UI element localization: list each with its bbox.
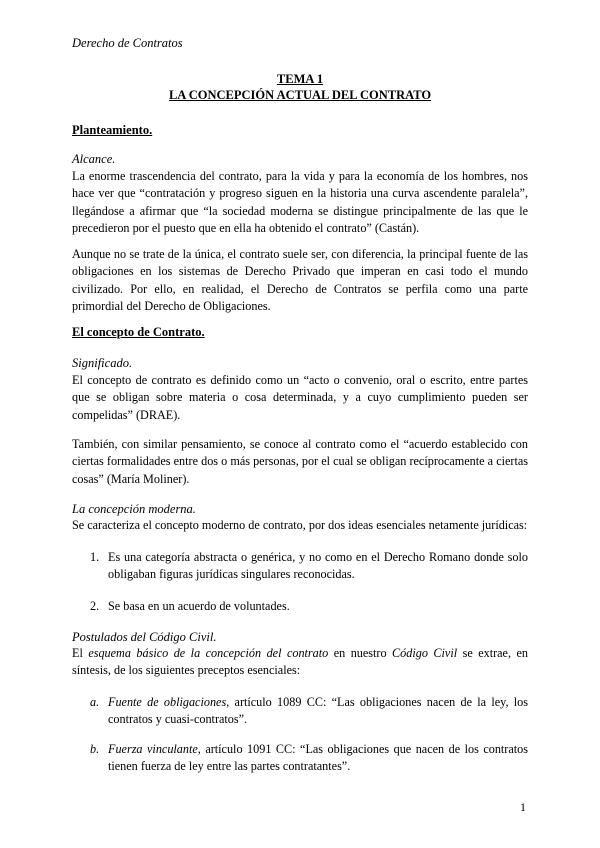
paragraph-fuente-obligaciones: Aunque no se trate de la única, el contrato suele ser, con diferencia, la principal fuente de las obligaciones en los sistemas de Derecho Privado que imperan en casi todo el mundo civilizado. Por ello, en realidad, el Derecho de Contratos se perfila como una parte primordial del Derecho de Obligaciones. xyxy=(72,247,528,313)
list-number: 1. xyxy=(90,550,100,564)
list-item: Fuerza vinculante, artículo 1091 CC: “Las obligaciones que nacen de los contratos tienen fuerza de ley entre las partes contratantes”. xyxy=(108,742,528,774)
subheading-postulados: Postulados del Código Civil. xyxy=(72,630,217,644)
list-number: 2. xyxy=(90,599,100,613)
subheading-concepcion-moderna: La concepción moderna. xyxy=(72,502,196,516)
paragraph-moliner: También, con similar pensamiento, se conoce al contrato como el “acuerdo establecido con ciertas formalidades entre dos o más personas, por el cual se obligan recíprocamente a ciertas cosas” (María Moliner). xyxy=(72,437,528,486)
list-letter: a. xyxy=(90,695,100,709)
subheading-alcance: Alcance. xyxy=(72,152,116,166)
running-header: Derecho de Contratos xyxy=(72,36,183,50)
page-number: 1 xyxy=(520,800,526,814)
paragraph-alcance: La enorme trascendencia del contrato, para la vida y para la economía de los hombres, nos hace ver que “contratación y progreso siguen en la historia una curva ascendente paralela”, llegándose a afirmar que “la sociedad moderna se distingue principalmente de las que le precedieron por el puesto que en ella ha obtenido el contrato” (Castán). xyxy=(72,169,528,235)
list-item: Se basa en un acuerdo de voluntades. xyxy=(108,599,290,613)
list-item: Es una categoría abstracta o genérica, y no como en el Derecho Romano donde solo obligaban figuras jurídicas singulares reconocidas. xyxy=(108,550,528,582)
list-letter: b. xyxy=(90,742,100,756)
paragraph-esquema-basico: El esquema básico de la concepción del contrato en nuestro Código Civil se extrae, en síntesis, de los siguientes preceptos esenciales: xyxy=(72,646,528,678)
chapter-subtitle: LA CONCEPCIÓN ACTUAL DEL CONTRATO xyxy=(168,88,432,102)
paragraph-ideas-esenciales: Se caracteriza el concepto moderno de contrato, por dos ideas esenciales netamente jurídicas: xyxy=(72,518,528,532)
subheading-significado: Significado. xyxy=(72,356,133,370)
section-heading-planteamiento: Planteamiento. xyxy=(72,123,153,137)
paragraph-drae: El concepto de contrato es definido como un “acto o convenio, oral o escrito, entre partes que se obligan sobre materia o cosa determinada, y a cuyo cumplimiento pueden ser compelidas” (DRAE). xyxy=(72,373,528,422)
chapter-title: TEMA 1 xyxy=(276,72,324,86)
list-item: Fuente de obligaciones, artículo 1089 CC: “Las obligaciones nacen de la ley, los contratos y cuasi-contratos”. xyxy=(108,695,529,727)
section-heading-concepto: El concepto de Contrato. xyxy=(72,325,205,339)
